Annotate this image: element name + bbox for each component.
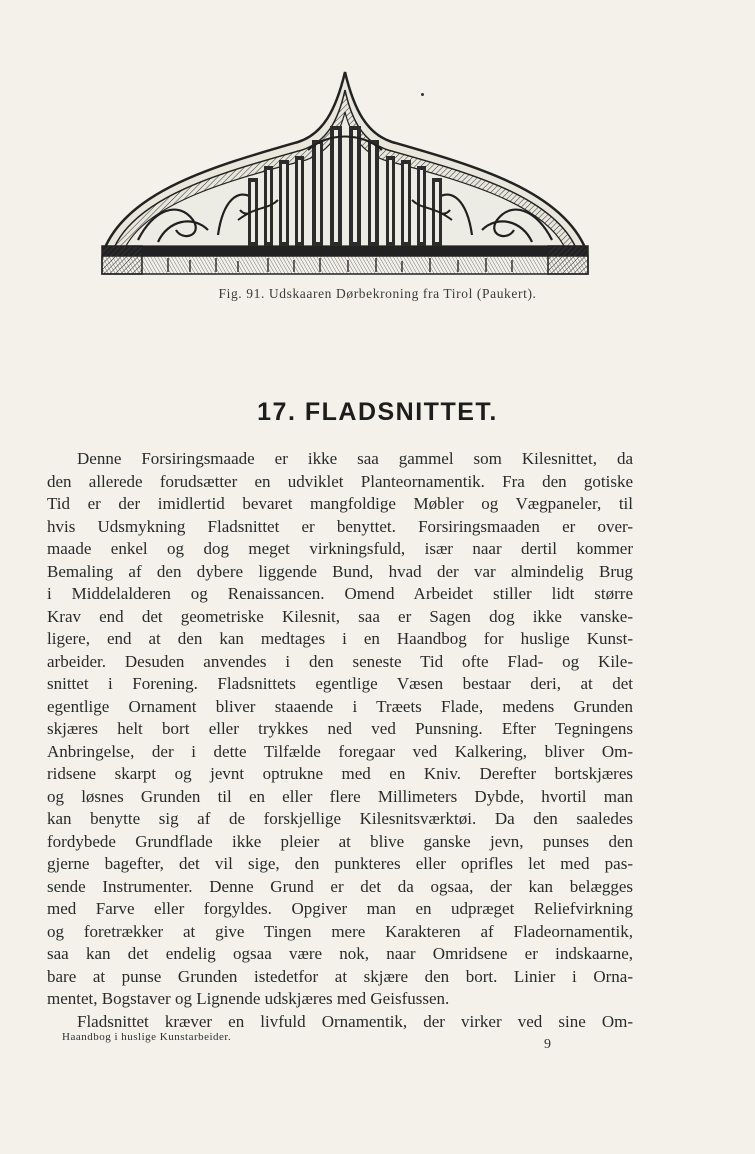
text-line: den allerede forudsætter en udviklet Planteornamentik. Fra den gotiske — [47, 471, 633, 491]
text-line: bare at punse Grunden istedetfor at skjære den bort. Linier i Orna- — [47, 966, 633, 986]
text-line: Bemaling af den dybere liggende Bund, hvad der var almindelig Brug — [47, 561, 633, 581]
text-line: fordybede Grundflade ikke pleier at blive ganske jevn, punses den — [47, 831, 633, 851]
text-line: og foretrækker at give Tingen mere Karakteren af Fladeornamentik, — [47, 921, 633, 941]
text-line: Krav end det geometriske Kilesnit, saa er Sagen dog ikke vanske- — [47, 606, 633, 626]
figure-caption: Fig. 91. Udskaaren Dørbekroning fra Tirol (Paukert). — [218, 286, 537, 301]
text-line: Tid er der imidlertid bevaret mangfoldige Møbler og Vægpaneler, til — [47, 494, 633, 513]
text-line: med Farve eller forgyldes. Opgiver man en udpræget Reliefvirkning — [47, 899, 633, 918]
text-line: kan benytte sig af de forskjellige Kilesnitsværktøi. Da den saaledes — [47, 809, 633, 828]
book-title-footer: Haandbog i huslige Kunstarbeider. — [62, 1031, 232, 1043]
text-line: hvis Udsmykning Fladsnittet er benyttet. Forsiringsmaaden er over- — [47, 516, 633, 536]
text-line: gjerne bagefter, det vil sige, den punkteres eller oprifles let med pas- — [47, 854, 633, 873]
section-heading: 17. FLADSNITTET. — [257, 398, 498, 426]
door-crown-drawing — [98, 70, 592, 276]
text-line: skjæres helt bort eller trykkes ned ved Punsning. Efter Tegningens — [47, 719, 633, 738]
text-line: mentet, Bogstaver og Lignende udskjæres med Geisfussen. — [47, 989, 450, 1008]
text-line: Fladsnittet kræver en livfuld Ornamentik, der virker ved sine Om- — [77, 1011, 633, 1031]
text-line: Denne Forsiringsmaade er ikke saa gammel som Kilesnittet, da — [77, 449, 633, 468]
text-line: i Middelalderen og Renaissancen. Omend Arbeidet stiller lidt større — [47, 584, 633, 603]
text-line: ridsene skarpt og jevnt optrukne med en Kniv. Derefter bortskjæres — [47, 764, 633, 783]
text-line: Anbringelse, der i dette Tilfælde foregaar ved Kalkering, bliver Om- — [47, 741, 633, 761]
text-line: egentlige Ornament bliver staaende i Træets Flade, medens Grunden — [47, 696, 633, 716]
text-line: saa kan det endelig ogsaa være nok, naar Omridsene er indskaarne, — [47, 944, 633, 963]
page-number: 9 — [544, 1037, 551, 1052]
carved-door-crown-illustration — [98, 70, 592, 276]
text-line: ligere, end at den kan medtages i en Haandbog for huslige Kunst- — [47, 629, 633, 648]
text-line: arbeider. Desuden anvendes i den seneste Tid ofte Flad- og Kile- — [47, 651, 633, 671]
text-line: maade enkel og dog meget virkningsfuld, især naar dertil kommer — [47, 539, 633, 558]
text-line: og løsnes Grunden til en eller flere Millimeters Dybde, hvortil man — [47, 786, 633, 806]
text-line: snittet i Forening. Fladsnittets egentlige Væsen bestaar deri, at det — [47, 674, 633, 693]
text-line: sende Instrumenter. Denne Grund er det da ogsaa, der kan belægges — [47, 876, 633, 896]
